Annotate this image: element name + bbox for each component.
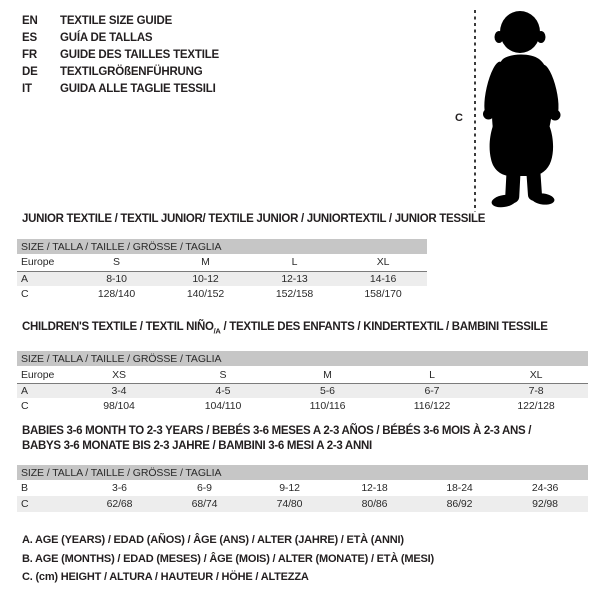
height-cell: 68/74 [162, 496, 247, 512]
height-cell: 98/104 [103, 399, 135, 412]
title-text: CHILDREN'S TEXTILE / TEXTIL NIÑO [22, 321, 214, 333]
size-cell: L [250, 254, 339, 271]
size-header-bar: SIZE / TALLA / TAILLE / GRÖSSE / TAGLIA [17, 239, 427, 254]
table-row [17, 383, 588, 398]
size-cell: XS [67, 366, 171, 383]
footnote-a: A. AGE (YEARS) / EDAD (AÑOS) / ÂGE (ANS) / ALTER (JAHRE) / ETÀ (ANNI) [22, 534, 404, 546]
age-cell: 6-7 [380, 383, 484, 398]
age-cell: 12-13 [250, 271, 339, 286]
height-cell: 110/116 [309, 399, 346, 412]
height-cell: 140/152 [186, 287, 225, 300]
table-row [17, 398, 588, 413]
row-label: Europe [17, 366, 67, 383]
age-cell: 6-9 [197, 482, 212, 494]
size-cell: XL [484, 366, 588, 383]
childrens-table-title [17, 320, 588, 338]
age-cell: 7-8 [484, 383, 588, 398]
size-header-row [17, 239, 427, 254]
junior-textile-section [17, 212, 486, 301]
age-cell: 18-24 [446, 482, 473, 494]
age-cell: 4-5 [171, 383, 275, 398]
junior-size-table [17, 239, 427, 301]
guide-title-it: GUIDA ALLE TAGLIE TESSILI [60, 83, 216, 95]
language-row-de [22, 64, 219, 81]
guide-title-es: GUÍA DE TALLAS [60, 32, 153, 44]
row-label: A [17, 383, 67, 398]
table-row [17, 254, 427, 271]
size-cell: XL [339, 254, 427, 271]
language-list [22, 13, 219, 98]
age-cell: 14-16 [339, 271, 427, 286]
row-label: C [17, 496, 77, 512]
title-subscript: /A [213, 326, 221, 336]
footnote-c: C. (cm) HEIGHT / ALTURA / HAUTEUR / HÖHE / ALTEZZA [22, 571, 309, 584]
language-row-en [22, 13, 219, 30]
row-label: A [17, 271, 72, 286]
title-line-1: BABIES 3-6 MONTH TO 2-3 YEARS / BEBÉS 3-6 MESES A 2-3 AÑOS / BÉBÉS 3-6 MOIS À 2-3 ANS / [22, 425, 532, 437]
age-cell: 5-6 [275, 383, 380, 398]
footnote-b: B. AGE (MONTHS) / EDAD (MESES) / ÂGE (MOIS) / ALTER (MONATE) / ETÀ (MESI) [22, 552, 434, 565]
junior-table-title: JUNIOR TEXTILE / TEXTIL JUNIOR/ TEXTILE JUNIOR / JUNIORTEXTIL / JUNIOR TESSILE [22, 213, 486, 225]
height-cell: 152/158 [275, 287, 314, 300]
height-cell: 86/92 [417, 496, 502, 512]
language-code: EN [22, 15, 38, 27]
age-cell: 8-10 [72, 271, 161, 286]
row-label: C [21, 287, 29, 300]
babies-table-title [17, 424, 588, 454]
row-label: Europe [17, 254, 72, 271]
table-row [17, 496, 588, 512]
height-cell: 74/80 [247, 496, 332, 512]
height-cell: 92/98 [502, 496, 588, 512]
size-cell: S [72, 254, 161, 271]
table-row [17, 366, 588, 383]
language-row-fr [22, 47, 219, 64]
height-dashed-line [474, 10, 476, 212]
table-row [17, 271, 427, 286]
language-code: DE [22, 66, 38, 78]
title-text: / TEXTILE DES ENFANTS / KINDERTEXTIL / BAMBINI TESSILE [220, 321, 548, 333]
language-row-it [22, 81, 219, 98]
legend-footnotes [22, 531, 434, 587]
size-cell: M [161, 254, 250, 271]
language-row-es [22, 30, 219, 47]
row-label: C [21, 399, 29, 412]
guide-title-fr: GUIDE DES TAILLES TEXTILE [60, 49, 219, 61]
guide-title-de: TEXTILGRÖßENFÜHRUNG [60, 66, 203, 78]
size-header-bar: SIZE / TALLA / TAILLE / GRÖSSE / TAGLIA [17, 351, 588, 366]
size-cell: L [380, 366, 484, 383]
age-cell: 3-4 [67, 383, 171, 398]
size-header-row [17, 465, 588, 480]
age-cell: 10-12 [161, 271, 250, 286]
size-cell: S [171, 366, 275, 383]
age-cell: 12-18 [361, 482, 388, 494]
height-cell: 122/128 [517, 399, 555, 412]
language-code: ES [22, 32, 37, 44]
size-header-bar: SIZE / TALLA / TAILLE / GRÖSSE / TAGLIA [17, 465, 588, 480]
title-line-2: BABYS 3-6 MONATE BIS 2-3 JAHRE / BAMBINI 3-6 MESI A 2-3 ANNI [22, 440, 372, 452]
age-cell: 3-6 [112, 482, 127, 494]
table-row [17, 286, 427, 301]
height-cell: 104/110 [204, 399, 242, 412]
size-cell: M [275, 366, 380, 383]
size-header-row [17, 351, 588, 366]
height-cell: 158/170 [364, 287, 402, 300]
babies-textile-section [17, 424, 588, 512]
height-cell: 80/86 [332, 496, 417, 512]
height-cell: 116/122 [413, 399, 451, 412]
guide-title-en: TEXTILE SIZE GUIDE [60, 15, 173, 27]
age-cell: 24-36 [531, 482, 559, 494]
table-row [17, 480, 588, 496]
height-measure-label: C [455, 112, 463, 124]
language-code: IT [22, 83, 32, 95]
childrens-size-table [17, 351, 588, 413]
height-cell: 128/140 [97, 287, 136, 300]
row-label: B [21, 482, 28, 494]
baby-silhouette-icon [483, 9, 578, 209]
age-cell: 9-12 [279, 482, 300, 494]
childrens-textile-section [17, 320, 588, 413]
language-code: FR [22, 49, 37, 61]
babies-size-table [17, 465, 588, 512]
height-cell: 62/68 [77, 496, 162, 512]
